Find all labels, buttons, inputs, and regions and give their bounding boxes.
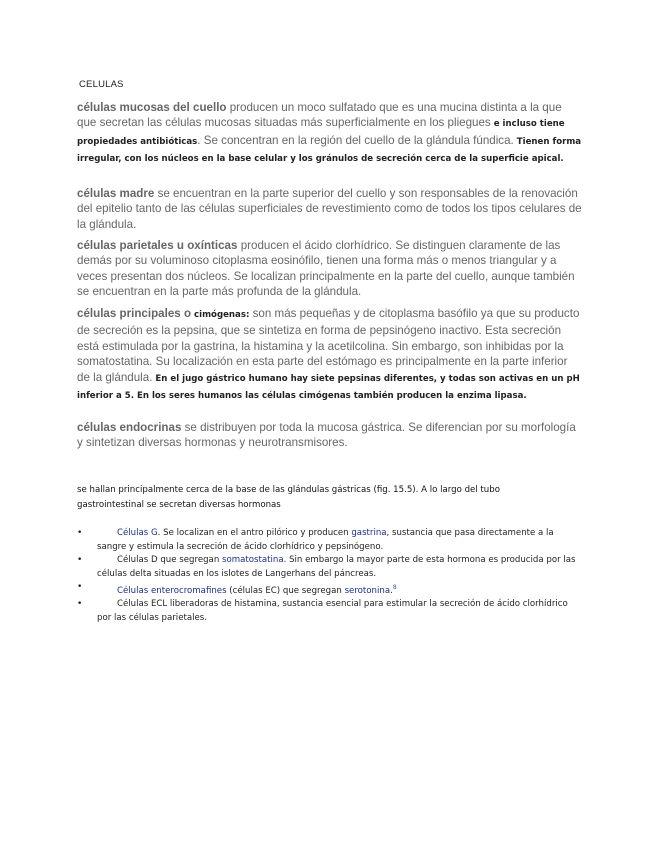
list-item	[77, 527, 577, 554]
bullet-icon: •	[77, 528, 83, 538]
paragraph-celulas-endocrinas	[77, 420, 582, 451]
paragraph-text: producen un moco sulfatado que es una mucina distinta a la que que secretan las células mucosas situadas más superficialmente en los pliegues	[77, 101, 562, 130]
term-mucosas-cuello: células mucosas del cuello	[77, 101, 227, 114]
paragraph-text: se encuentran en la parte superior del cuello y son responsables de la renovación del epitelio tanto de las células superficiales de revestimiento como de todos los tipos celulares de la glándula.	[77, 187, 582, 231]
inline-note: Tienen forma irregular, con los núcleos en la base celular y los gránulos de secreción cerca de la superficie apical.	[77, 136, 582, 165]
list-item-text: , sustancia que pasa directamente a la sangre y estimula la secreción de ácido clorhídrico y pepsinógeno.	[97, 528, 554, 552]
list-item-text: (células EC) que segregan	[226, 585, 345, 596]
list-item-text: Células D que segregan	[117, 555, 223, 565]
term-celulas-parietales: células parietales u oxínticas	[77, 239, 238, 252]
inline-note: cimógenas:	[191, 310, 250, 320]
term-celulas-endocrinas: células endocrinas	[77, 421, 182, 434]
list-item-text: Células ECL liberadoras de histamina, sustancia esencial para estimular la secreción de ácido clorhídrico por las células parietales.	[97, 599, 568, 623]
bullet-icon: •	[77, 599, 83, 610]
list-item	[77, 581, 577, 598]
section-heading: CELULAS	[79, 79, 124, 90]
paragraph-text: son más pequeñas y de citoplasma basófilo ya que su producto de secreción es la pepsina, que se sintetiza en forma de pepsinógeno inactivo. Esta secreción está estimulada por la gastrina, la histamina y la acetilcolina. Sin embargo, son inhibidas por la somatostatina. Su localización en esta parte del estómago es principalmente en la parte inferior de la glándula.	[77, 307, 580, 384]
paragraph-celulas-parietales	[77, 238, 582, 300]
inline-note: En el jugo gástrico humano hay siete pepsinas diferentes, y todas son activas en un pH inferior a 5. En los seres humanos las células cimógenas también producen la enzima lipasa.	[77, 373, 580, 402]
hormone-cell-list	[77, 527, 577, 625]
paragraph-text: producen el ácido clorhídrico. Se distinguen claramente de las demás por su voluminoso citoplasma eosinófilo, tienen una forma más o menos triangular y a veces presentan dos núcleos. Se localizan principalmente en la parte del cuello, aunque también se encuentran en la parte más profunda de la glándula.	[77, 239, 575, 299]
term-celulas-madre: células madre	[77, 187, 155, 200]
link-celulas-enterocromafines[interactable]: Células enterocromafines	[117, 585, 227, 596]
paragraph-text: se distribuyen por toda la mucosa gástrica. Se diferencian por su morfología y sintetizan diversas hormonas y neurotransmisores.	[77, 421, 576, 450]
list-item-text: . Se localizan en el antro pilórico y producen	[157, 528, 352, 538]
footnote-reference[interactable]: 8	[392, 584, 397, 591]
link-celulas-g[interactable]: Células G	[117, 528, 158, 538]
list-item	[77, 598, 577, 625]
link-somatostatina[interactable]: somatostatina	[222, 555, 284, 565]
list-item-text: . Sin embargo la mayor parte de esta hormona es producida por las células delta situadas en los islotes de Langerhans del páncreas.	[97, 555, 576, 579]
list-item-text: .	[390, 585, 393, 596]
paragraph-mucosas-cuello	[77, 100, 582, 168]
link-serotonina[interactable]: serotonina	[344, 585, 391, 596]
bullet-icon: •	[77, 582, 83, 592]
intro-text: se hallan principalmente cerca de la base de las glándulas gástricas (fig. 15.5). A lo largo del tubo gastrointestinal se secretan diversas hormonas	[77, 485, 500, 510]
term-celulas-principales: células principales o	[77, 307, 192, 320]
list-item	[77, 554, 577, 581]
bullet-icon: •	[77, 555, 83, 565]
link-gastrina[interactable]: gastrina	[351, 528, 387, 538]
paragraph-text: . Se concentran en la región del cuello de la glándula fúndica.	[197, 133, 514, 147]
paragraph-celulas-principales	[77, 306, 582, 404]
paragraph-celulas-madre	[77, 186, 582, 232]
inline-note: e incluso tiene propiedades antibióticas	[77, 119, 565, 147]
